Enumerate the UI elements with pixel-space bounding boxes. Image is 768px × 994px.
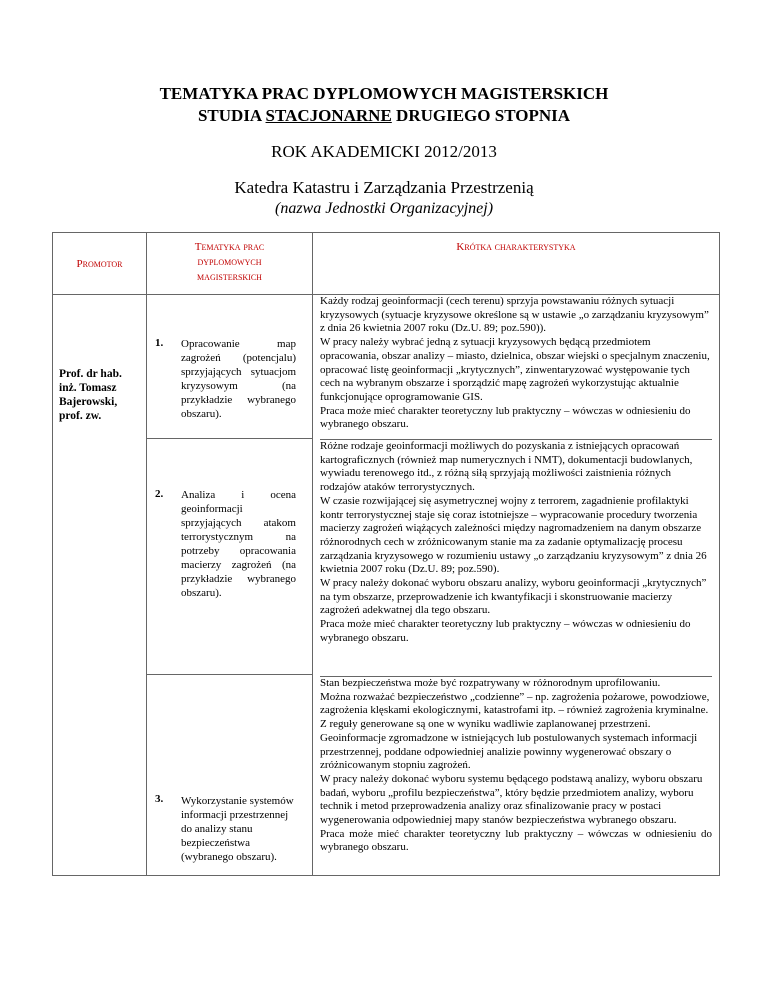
header-topics-line-3: magisterskich — [197, 271, 262, 283]
description-block-2 — [320, 440, 712, 677]
description-paragraph: W pracy należy dokonać wyboru systemu będącego podstawą analizy, wyboru obszaru badań, wyboru „profilu bezpieczeństwa”, który będzie przedmiotem analizy, wyboru technik i metod przeprowadzenia analizy oraz sfinalizowanie pracy w postaci wygenerowania odpowiedniej mapy stanów bezpieczeństwa wybranego obszaru. — [320, 772, 703, 827]
description-paragraph: Można rozważać bezpieczeństwo „codzienne” – np. zagrożenia pożarowe, powodziowe, zagrożenia klęskami ekologicznymi, katastrofami itp. – również zagrożenia kryminalne. Z reguły generowane są one w wyniku wadliwie zaplanowanej przestrzeni. Geoinformacje zgromadzone w istniejących lub postulowanych systemach informacji przestrzennej, poddane odpowiedniej analizie powinny wygenerować obszary o zróżnicowanym stopniu zagrożeń. — [320, 690, 710, 772]
description-paragraph: Praca może mieć charakter teoretyczny lub praktyczny – wówczas w odniesieniu do wybranego obszaru. — [320, 404, 691, 431]
topics-cell — [147, 295, 313, 876]
topic-item-1 — [147, 295, 312, 439]
promotor-name: Prof. dr hab. inż. Tomasz Bajerowski, prof. zw. — [53, 295, 147, 876]
description-paragraph: Stan bezpieczeństwa może być rozpatrywany w różnorodnym uprofilowaniu. — [320, 677, 661, 689]
description-paragraph: Różne rodzaje geoinformacji możliwych do pozyskania z istniejących opracowań kartograficznych (również map numerycznych i NMT), dokumentacji budowlanych, wywiadu terenowego itd., z różną siłą sprzyjają możliwości zaistnienia różnych rodzajów ataków terrorystycznych. — [320, 440, 693, 494]
topics-table — [52, 232, 720, 876]
table-header-row — [53, 233, 720, 295]
topic-title: Opracowanie map zagrożeń (potencjalu) sprzyjających sytuacjom kryzysowym (na przykładzie wybranego obszaru). — [181, 338, 296, 420]
header-topics-line-2: dyplomowych — [197, 256, 262, 268]
description-paragraph: W czasie rozwijającej się asymetrycznej wojny z terrorem, zagadnienie profilaktyki kontr terrorystycznej staje się coraz istotniejsze – wypracowanie procedury tworzenia macierzy zagrożeń wiążących zależności między nagromadzeniem na danym obszarze różnorodnych cech w zróżnicowanym stanie ma za zadanie optymalizację procesu zarządzania kryzysowego w rozumieniu ustawy „o zarządzaniu kryzysowym” z dnia 26 kwietnia 2007 roku (Dz.U. 89; poz.590). — [320, 494, 707, 576]
topic-title: Wykorzystanie systemów informacji przestrzennej do analizy stanu bezpieczeństwa (wybranego obszaru). — [181, 795, 294, 863]
header-topics — [147, 233, 313, 295]
title-line-2 — [0, 105, 768, 127]
description-paragraph: Praca może mieć charakter teoretyczny lub praktyczny – wówczas w odniesieniu do wybranego obszaru. — [320, 827, 712, 854]
topic-number: 3. — [155, 793, 164, 805]
header-description-label: Krótka charakterystyka — [456, 241, 576, 253]
description-paragraph: Każdy rodzaj geoinformacji (cech terenu) sprzyja powstawaniu różnych sytuacji kryzysowych (sytuacje kryzysowe określone są w ustawie „o zarządzaniu kryzysowym” z dnia 26 kwietnia 2007 roku (Dz.U. 89; poz.590)). — [320, 295, 709, 335]
description-cell — [313, 295, 720, 876]
topic-number: 1. — [155, 337, 164, 349]
department-note: (nazwa Jednostki Organizacyjnej) — [274, 200, 494, 217]
table-row — [53, 295, 720, 876]
topic-number: 2. — [155, 488, 164, 500]
description-block-1 — [320, 295, 712, 440]
header-description — [313, 233, 720, 295]
document-title — [0, 83, 768, 127]
description-paragraph: Praca może mieć charakter teoretyczny lub praktyczny – wówczas w odniesieniu do wybranego obszaru. — [320, 618, 691, 644]
topic-item-2 — [147, 439, 312, 675]
academic-year: ROK AKADEMICKI 2012/2013 — [271, 142, 497, 161]
topic-title: Analiza i ocena geoinformacji sprzyjających atakom terrorystycznym na potrzeby opracowania macierzy zagrożeń (na przykładzie wybranego obszaru). — [181, 489, 296, 599]
title-line-1: TEMATYKA PRAC DYPLOMOWYCH MAGISTERSKICH — [159, 84, 609, 103]
header-promotor-label: Promotor — [76, 257, 123, 270]
topic-item-3 — [147, 675, 312, 873]
description-paragraph: W pracy należy dokonać wyboru obszaru analizy, wyboru geoinformacji „krytycznych” na tym obszarze, przeprowadzenie ich kwantyfikacji i skonstruowanie macierzy zagrożeń adekwatnej dla tego obszaru. — [320, 577, 707, 617]
department-name: Katedra Katastru i Zarządzania Przestrzenią — [234, 178, 534, 197]
description-paragraph: W pracy należy wybrać jedną z sytuacji kryzysowych będącą przedmiotem opracowania, obszar analizy – miasto, dzielnica, obszar wiejski o specjalnym znaczeniu, opracować listę geoinformacji „krytycznych”, zinwentaryzować występowanie tych cech na wybranym obszarze i sporządzić mapę zagrożeń wykorzystując aktualnie funkcjonujące oprogramowanie GIS. — [320, 336, 710, 403]
header-promotor — [53, 233, 147, 295]
description-block-3 — [320, 677, 712, 875]
title-line-2-underlined: STACJONARNE — [265, 106, 392, 125]
header-topics-line-1: Tematyka prac — [194, 241, 265, 253]
title-line-2-prefix: STUDIA — [197, 106, 266, 125]
title-line-2-suffix: DRUGIEGO STOPNIA — [391, 106, 571, 125]
